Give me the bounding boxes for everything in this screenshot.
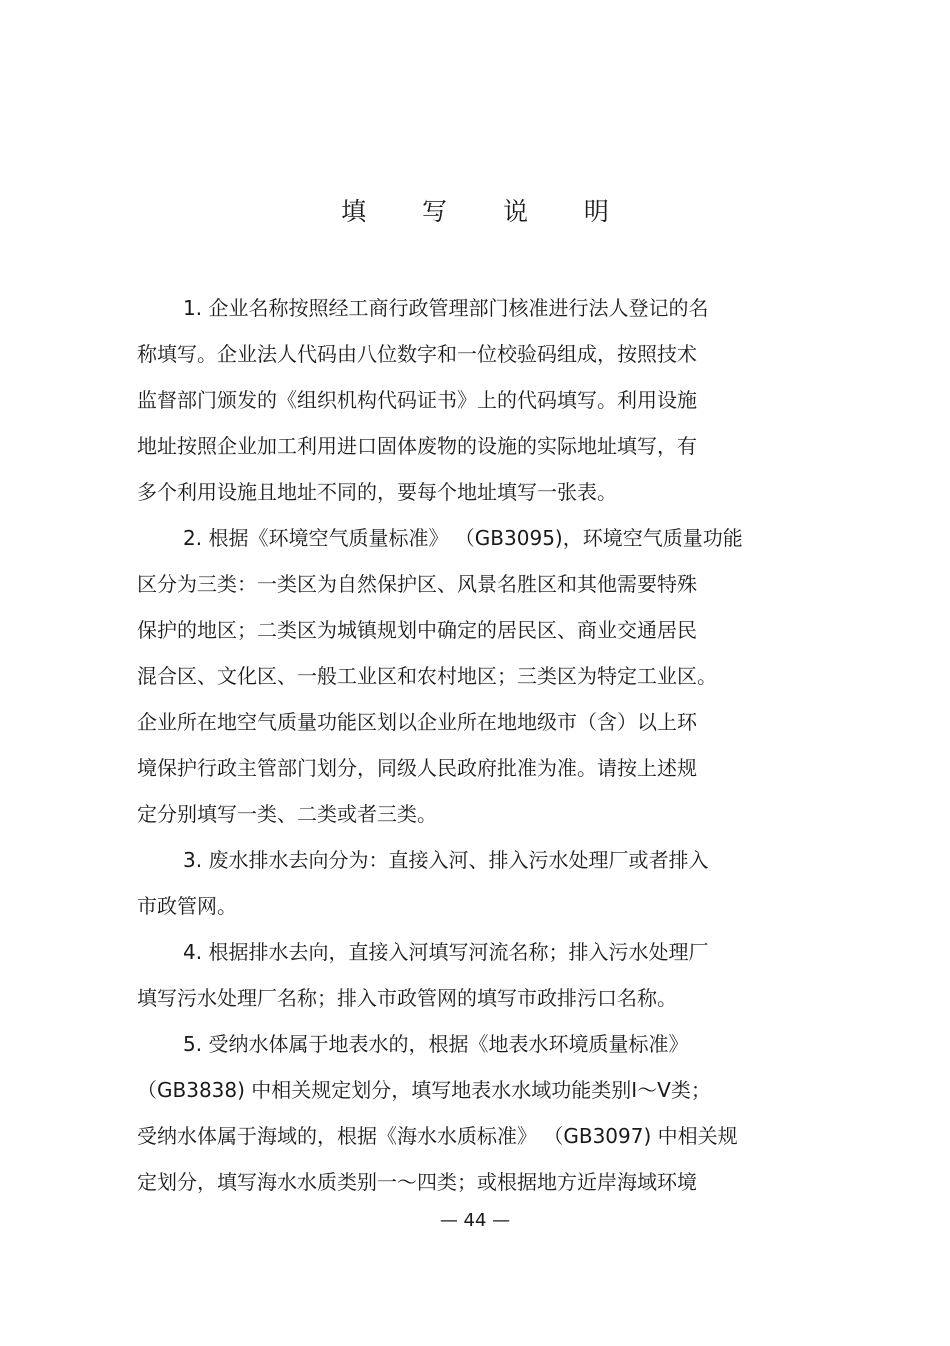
page-number: — 44 — — [439, 1210, 511, 1231]
paragraph-4 — [137, 929, 817, 1021]
paragraph-3 — [137, 837, 817, 929]
document-title: 填 写 说 明 — [341, 197, 633, 226]
paragraph-2 — [137, 515, 817, 837]
paragraph-line: 称填写。企业法人代码由八位数字和一位校验码组成，按照技术 — [137, 342, 697, 366]
paragraph-line: 2. 根据《环境空气质量标准》 （GB3095)，环境空气质量功能 — [183, 526, 743, 550]
paragraph-line: 定分别填写一类、二类或者三类。 — [137, 802, 437, 826]
paragraph-line: 定划分，填写海水水质类别一～四类；或根据地方近岸海域环境 — [137, 1170, 697, 1194]
paragraph-line: 3. 废水排水去向分为：直接入河、排入污水处理厂或者排入 — [183, 848, 709, 872]
paragraph-line: 区分为三类：一类区为自然保护区、风景名胜区和其他需要特殊 — [137, 572, 697, 596]
paragraph-line: 4. 根据排水去向，直接入河填写河流名称；排入污水处理厂 — [183, 940, 709, 964]
paragraph-line: 监督部门颁发的《组织机构代码证书》上的代码填写。利用设施 — [137, 388, 697, 412]
paragraph-line: （GB3838) 中相关规定划分，填写地表水水域功能类别Ⅰ～Ⅴ类； — [137, 1078, 711, 1102]
paragraph-line: 企业所在地空气质量功能区划以企业所在地地级市（含）以上环 — [137, 710, 697, 734]
paragraph-line: 地址按照企业加工利用进口固体废物的设施的实际地址填写，有 — [137, 434, 697, 458]
paragraph-line: 境保护行政主管部门划分，同级人民政府批准为准。请按上述规 — [137, 756, 697, 780]
paragraph-line: 受纳水体属于海域的，根据《海水水质标准》 （GB3097) 中相关规 — [137, 1124, 738, 1148]
paragraph-line: 混合区、文化区、一般工业区和农村地区；三类区为特定工业区。 — [137, 664, 717, 688]
paragraph-1 — [137, 285, 817, 515]
paragraph-line: 填写污水处理厂名称；排入市政管网的填写市政排污口名称。 — [137, 986, 677, 1010]
paragraph-line: 5. 受纳水体属于地表水的，根据《地表水环境质量标准》 — [183, 1032, 689, 1056]
paragraph-line: 多个利用设施且地址不同的，要每个地址填写一张表。 — [137, 480, 617, 504]
paragraph-line: 保护的地区；二类区为城镇规划中确定的居民区、商业交通居民 — [137, 618, 697, 642]
paragraph-line: 市政管网。 — [137, 894, 237, 918]
paragraph-5 — [137, 1021, 817, 1205]
paragraph-line: 1. 企业名称按照经工商行政管理部门核准进行法人登记的名 — [183, 296, 709, 320]
instructions-body — [137, 285, 817, 1205]
